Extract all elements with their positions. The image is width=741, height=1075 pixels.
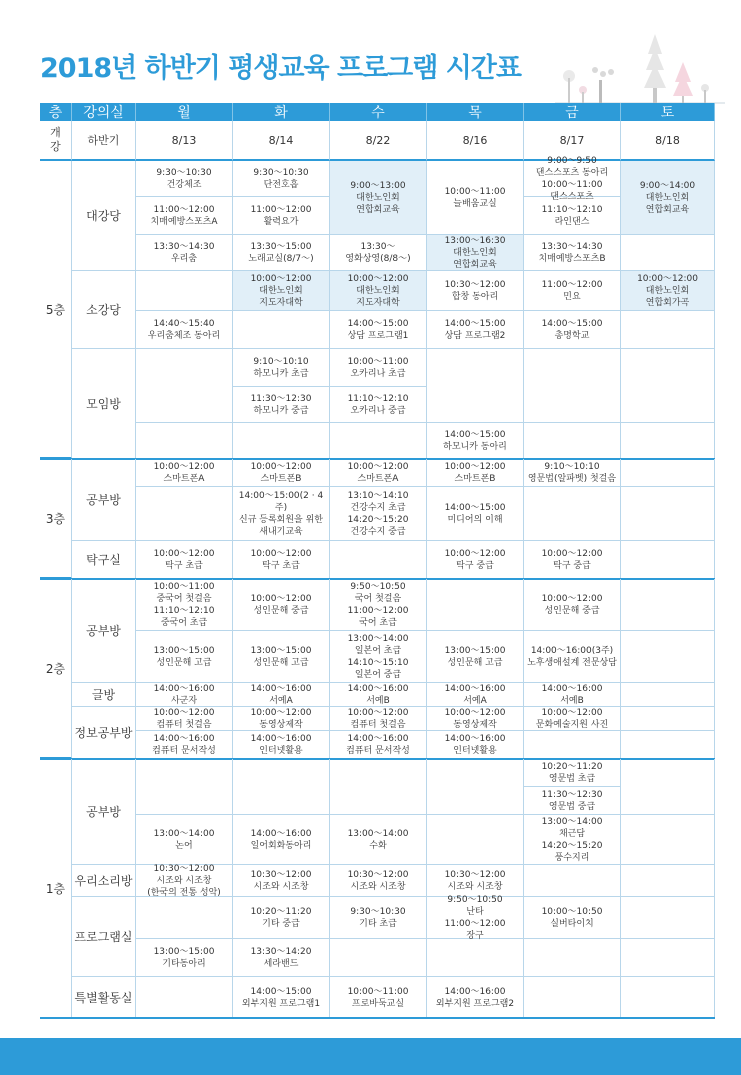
- empty-slot: [330, 541, 427, 579]
- program-slot: 10:00～12:00 대한노인회 지도자대학: [233, 271, 330, 311]
- empty-slot: [621, 311, 715, 349]
- program-slot: 14:00～15:00 총명학교: [524, 311, 621, 349]
- program-slot: 10:00～12:00 동영상제작: [233, 707, 330, 731]
- program-slot: 13:30～14:20 세라밴드: [233, 939, 330, 977]
- empty-slot: [524, 939, 621, 977]
- program-slot: 14:00～16:00 서예B: [524, 683, 621, 707]
- opening-date: 8/22: [330, 121, 427, 161]
- opening-label: 개강: [40, 121, 72, 161]
- program-slot: 14:00～15:00(2 · 4주) 신규 등록회원을 위한 새내기교육: [233, 487, 330, 541]
- empty-slot: [136, 977, 233, 1019]
- program-slot: 14:00～16:00 서예A: [427, 683, 524, 707]
- footer-bar: [0, 1038, 741, 1075]
- program-slot: 10:00～12:00 스마트폰B: [427, 459, 524, 487]
- program-slot: 14:00～16:00 컴퓨터 문서작성: [330, 731, 427, 759]
- empty-slot: [136, 349, 233, 423]
- program-slot: 11:10～12:10 오카리나 중급: [330, 387, 427, 423]
- opening-date: 8/17: [524, 121, 621, 161]
- program-slot: 9:00～9:50 댄스스포츠 동아리 10:00～11:00 댄스스포츠: [524, 161, 621, 197]
- room-name: 글방: [72, 683, 136, 707]
- program-slot: 11:30～12:30 하모니카 중급: [233, 387, 330, 423]
- room-name: 소강당: [72, 271, 136, 349]
- empty-slot: [621, 897, 715, 939]
- floor-label: 3층: [40, 459, 72, 579]
- program-slot: 13:30～14:30 우리춤: [136, 235, 233, 271]
- empty-slot: [621, 459, 715, 487]
- program-slot: 10:00～12:00 탁구 중급: [427, 541, 524, 579]
- floor-label: 1층: [40, 759, 72, 1019]
- empty-slot: [233, 311, 330, 349]
- empty-slot: [524, 349, 621, 423]
- program-slot: 14:00～16:00 서예B: [330, 683, 427, 707]
- program-slot: 9:50～10:50 난타 11:00～12:00 장구: [427, 897, 524, 939]
- program-slot: 13:00～16:30 대한노인회 연합회교육: [427, 235, 524, 271]
- program-slot: 13:00～14:00 일본어 초급 14:10～15:10 일본어 중급: [330, 631, 427, 683]
- program-slot: 14:00～16:00 컴퓨터 문서작성: [136, 731, 233, 759]
- program-slot: 10:00～10:50 실버타이치: [524, 897, 621, 939]
- program-slot: 11:00～12:00 치매예방스포츠A: [136, 197, 233, 235]
- empty-slot: [524, 731, 621, 759]
- room-name: 탁구실: [72, 541, 136, 579]
- opening-date: 8/16: [427, 121, 524, 161]
- empty-slot: [233, 759, 330, 815]
- program-slot: 9:30～10:30 단전호흡: [233, 161, 330, 197]
- page-title: 2018년 하반기 평생교육 프로그램 시간표: [40, 53, 521, 84]
- program-slot: 10:30～12:00 시조와 시조창: [427, 865, 524, 897]
- empty-slot: [621, 235, 715, 271]
- room-name: 모임방: [72, 349, 136, 459]
- header-room: 강의실: [72, 103, 136, 121]
- program-slot: 10:30～12:00 시조와 시조창: [233, 865, 330, 897]
- empty-slot: [427, 579, 524, 631]
- program-slot: 11:00～12:00 활력요가: [233, 197, 330, 235]
- empty-slot: [621, 707, 715, 731]
- room-name: 공부방: [72, 579, 136, 683]
- empty-slot: [136, 423, 233, 459]
- empty-slot: [136, 897, 233, 939]
- program-slot: 13:00～14:00 채근담 14:20～15:20 풍수지리: [524, 815, 621, 865]
- empty-slot: [621, 683, 715, 707]
- opening-date: 8/13: [136, 121, 233, 161]
- program-slot: 10:30～12:00 시조와 시조창: [330, 865, 427, 897]
- program-slot: 10:00～12:00 성인문해 중급: [524, 579, 621, 631]
- program-slot: 10:00～12:00 탁구 초급: [233, 541, 330, 579]
- program-slot: 14:00～16:00(3주) 노후생애설계 전문상담: [524, 631, 621, 683]
- program-slot: 13:10～14:10 건강수지 초급 14:20～15:20 건강수지 중급: [330, 487, 427, 541]
- empty-slot: [621, 487, 715, 541]
- empty-slot: [136, 759, 233, 815]
- empty-slot: [136, 487, 233, 541]
- program-slot: 9:00～13:00 대한노인회 연합회교육: [330, 161, 427, 235]
- program-slot: 10:00～12:00 스마트폰A: [136, 459, 233, 487]
- empty-slot: [621, 977, 715, 1019]
- program-slot: 13:00～15:00 성인문해 고급: [427, 631, 524, 683]
- program-slot: 14:00～15:00 하모니카 동아리: [427, 423, 524, 459]
- empty-slot: [427, 759, 524, 815]
- program-slot: 13:00～15:00 성인문해 고급: [233, 631, 330, 683]
- empty-slot: [621, 631, 715, 683]
- opening-date: 8/14: [233, 121, 330, 161]
- program-slot: 11:00～12:00 민요: [524, 271, 621, 311]
- opening-date: 8/18: [621, 121, 715, 161]
- program-slot: 10:00～12:00 문화예술지원 사진: [524, 707, 621, 731]
- empty-slot: [524, 977, 621, 1019]
- program-slot: 10:00～11:00 오카리나 초급: [330, 349, 427, 387]
- empty-slot: [621, 939, 715, 977]
- floor-label: 2층: [40, 579, 72, 759]
- empty-slot: [621, 815, 715, 865]
- program-slot: 10:00～12:00 동영상제작: [427, 707, 524, 731]
- header-day: 월: [136, 103, 233, 121]
- floor-label: 5층: [40, 161, 72, 459]
- empty-slot: [330, 423, 427, 459]
- empty-slot: [621, 731, 715, 759]
- program-slot: 14:00～16:00 인터넷활용: [233, 731, 330, 759]
- program-slot: 10:20～11:20 기타 중급: [233, 897, 330, 939]
- header-day: 화: [233, 103, 330, 121]
- program-slot: 10:00～12:00 탁구 초급: [136, 541, 233, 579]
- program-slot: 9:50～10:50 국어 첫걸음 11:00～12:00 국어 초급: [330, 579, 427, 631]
- room-name: 특별활동실: [72, 977, 136, 1019]
- program-slot: 10:00～12:00 대한노인회 연합회가곡: [621, 271, 715, 311]
- header-day: 토: [621, 103, 715, 121]
- empty-slot: [427, 815, 524, 865]
- program-slot: 14:00～15:00 미디어의 이해: [427, 487, 524, 541]
- empty-slot: [330, 939, 427, 977]
- program-slot: 14:00～16:00 인터넷활용: [427, 731, 524, 759]
- program-slot: 13:00～15:00 기타동아리: [136, 939, 233, 977]
- empty-slot: [524, 423, 621, 459]
- decorative-trees-illustration: [555, 28, 725, 108]
- program-slot: 10:00～12:00 스마트폰A: [330, 459, 427, 487]
- program-slot: 13:00～15:00 성인문해 고급: [136, 631, 233, 683]
- program-slot: 9:00～14:00 대한노인회 연합회교육: [621, 161, 715, 235]
- program-slot: 10:30～12:00 합창 동아리: [427, 271, 524, 311]
- header-floor: 층: [40, 103, 72, 121]
- program-slot: 11:10～12:10 라인댄스: [524, 197, 621, 235]
- program-slot: 14:00～16:00 사군자: [136, 683, 233, 707]
- empty-slot: [427, 939, 524, 977]
- program-slot: 11:30～12:30 영문법 중급: [524, 787, 621, 815]
- program-slot: 10:00～12:00 컴퓨터 첫걸음: [136, 707, 233, 731]
- empty-slot: [136, 271, 233, 311]
- room-name: 우리소리방: [72, 865, 136, 897]
- timetable: [40, 103, 715, 1019]
- program-slot: 14:00～15:00 상담 프로그램1: [330, 311, 427, 349]
- header-day: 수: [330, 103, 427, 121]
- empty-slot: [621, 423, 715, 459]
- room-name: 프로그램실: [72, 897, 136, 977]
- empty-slot: [524, 865, 621, 897]
- program-slot: 9:30～10:30 건강체조: [136, 161, 233, 197]
- program-slot: 9:10～10:10 하모니카 초급: [233, 349, 330, 387]
- program-slot: 14:00～16:00 외부지원 프로그램2: [427, 977, 524, 1019]
- program-slot: 10:00～11:00 늘배움교실: [427, 161, 524, 235]
- empty-slot: [524, 487, 621, 541]
- program-slot: 10:00～12:00 스마트폰B: [233, 459, 330, 487]
- program-slot: 13:30～ 영화상영(8/8～): [330, 235, 427, 271]
- empty-slot: [621, 865, 715, 897]
- empty-slot: [621, 579, 715, 631]
- empty-slot: [621, 541, 715, 579]
- empty-slot: [621, 759, 715, 815]
- room-name: 공부방: [72, 759, 136, 865]
- program-slot: 10:00～12:00 대한노인회 지도자대학: [330, 271, 427, 311]
- room-name: 공부방: [72, 459, 136, 541]
- program-slot: 10:00～12:00 성인문해 중급: [233, 579, 330, 631]
- program-slot: 14:00～16:00 서예A: [233, 683, 330, 707]
- program-slot: 10:00～11:00 중국어 첫걸음 11:10～12:10 중국어 초급: [136, 579, 233, 631]
- program-slot: 14:00～15:00 외부지원 프로그램1: [233, 977, 330, 1019]
- program-slot: 10:00～12:00 컴퓨터 첫걸음: [330, 707, 427, 731]
- room-name: 정보공부방: [72, 707, 136, 759]
- program-slot: 14:00～15:00 상담 프로그램2: [427, 311, 524, 349]
- opening-term: 하반기: [72, 121, 136, 161]
- program-slot: 9:10～10:10 영문법(알파벳) 첫걸음: [524, 459, 621, 487]
- program-slot: 13:30～15:00 노래교실(8/7～): [233, 235, 330, 271]
- program-slot: 10:20～11:20 영문법 초급: [524, 759, 621, 787]
- program-slot: 14:40～15:40 우리춤체조 동아리: [136, 311, 233, 349]
- program-slot: 13:00～14:00 수화: [330, 815, 427, 865]
- program-slot: 10:00～12:00 탁구 중급: [524, 541, 621, 579]
- program-slot: 13:00～14:00 논어: [136, 815, 233, 865]
- program-slot: 10:30～12:00 시조와 시조창 (한국의 전통 성악): [136, 865, 233, 897]
- empty-slot: [621, 349, 715, 423]
- empty-slot: [427, 349, 524, 423]
- header-day: 목: [427, 103, 524, 121]
- program-slot: 10:00～11:00 프로바둑교실: [330, 977, 427, 1019]
- program-slot: 14:00～16:00 일어회화동아리: [233, 815, 330, 865]
- program-slot: 13:30～14:30 치매예방스포츠B: [524, 235, 621, 271]
- room-name: 대강당: [72, 161, 136, 271]
- header-day: 금: [524, 103, 621, 121]
- empty-slot: [233, 423, 330, 459]
- program-slot: 9:30～10:30 기타 초급: [330, 897, 427, 939]
- empty-slot: [330, 759, 427, 815]
